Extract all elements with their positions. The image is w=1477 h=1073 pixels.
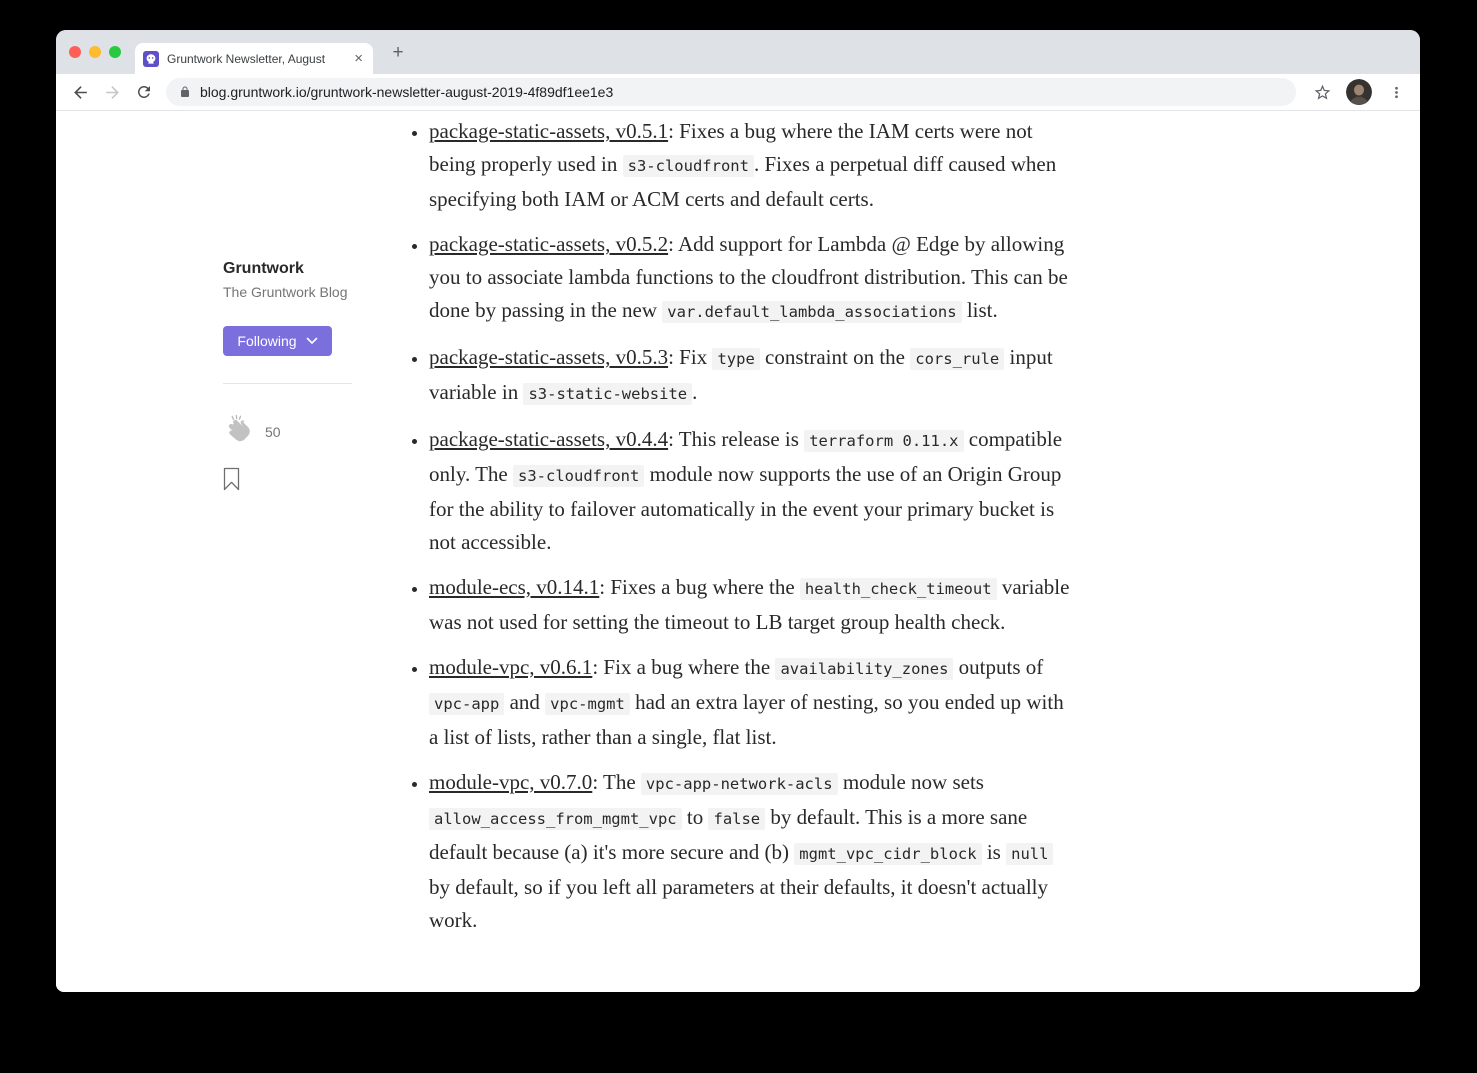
inline-code: var.default_lambda_associations	[662, 301, 961, 323]
reload-icon	[135, 83, 153, 101]
inline-code: vpc-mgmt	[545, 693, 630, 715]
release-link[interactable]: package-static-assets, v0.5.2	[429, 232, 669, 256]
page-content	[56, 111, 1420, 992]
star-icon	[1313, 83, 1332, 102]
release-link[interactable]: module-vpc, v0.7.0	[429, 770, 593, 794]
active-tab[interactable]	[135, 43, 373, 74]
release-note-item	[429, 341, 1078, 411]
site-favicon-icon	[143, 51, 159, 67]
release-note-item	[429, 228, 1078, 329]
text-run: variable was not used for setting the timeout to LB target group health check.	[429, 575, 1070, 634]
text-run: : Add support for Lambda @ Edge by allowing you to associate lambda functions to the cloudfront distribution. This can be done by passing in the new	[429, 232, 1068, 322]
window-zoom-button[interactable]	[109, 46, 121, 58]
tab-close-icon[interactable]: ×	[354, 50, 363, 67]
release-link[interactable]: package-static-assets, v0.4.4	[429, 427, 669, 451]
text-run: compatible only. The	[429, 427, 1063, 486]
window-minimize-button[interactable]	[89, 46, 101, 58]
inline-code: type	[712, 348, 759, 370]
release-note-item	[429, 651, 1078, 754]
publication-subtitle: The Gruntwork Blog	[223, 284, 348, 300]
inline-code: vpc-app-network-acls	[641, 773, 838, 795]
inline-code: cors_rule	[910, 348, 1004, 370]
publication-name[interactable]: Gruntwork	[223, 260, 304, 277]
inline-code: s3-static-website	[523, 383, 692, 405]
release-notes-list	[412, 115, 1078, 937]
kebab-menu-icon	[1388, 84, 1405, 101]
text-run: list.	[961, 298, 998, 322]
text-run: is	[981, 840, 1007, 864]
release-note-item	[429, 766, 1078, 937]
tab-title: Gruntwork Newsletter, August	[167, 52, 352, 66]
release-note-item	[429, 423, 1078, 559]
clap-icon[interactable]	[223, 413, 255, 450]
profile-avatar[interactable]	[1346, 79, 1372, 105]
text-run: and	[504, 690, 546, 714]
text-run: . Fixes a perpetual diff caused when specifying both IAM or ACM certs and default certs.	[429, 152, 1057, 211]
release-link[interactable]: module-ecs, v0.14.1	[429, 575, 600, 599]
back-arrow-icon	[71, 83, 90, 102]
text-run: : Fix	[668, 345, 713, 369]
back-button[interactable]	[66, 78, 94, 106]
browser-window	[56, 30, 1420, 992]
text-run: : Fix a bug where the	[592, 655, 776, 679]
bookmark-page-button[interactable]	[1308, 78, 1336, 106]
inline-code: null	[1006, 843, 1053, 865]
clap-count: 50	[265, 423, 281, 440]
release-link[interactable]: package-static-assets, v0.5.3	[429, 345, 669, 369]
browser-toolbar	[56, 74, 1420, 111]
text-run: had an extra layer of nesting, so you ended up with a list of lists, rather than a single, flat list.	[429, 690, 1064, 749]
text-run: .	[692, 380, 698, 404]
inline-code: vpc-app	[429, 693, 504, 715]
text-run: : Fixes a bug where the	[599, 575, 800, 599]
window-close-button[interactable]	[69, 46, 81, 58]
text-run: constraint on the	[759, 345, 911, 369]
following-label: Following	[237, 333, 297, 349]
text-run: module now sets	[837, 770, 984, 794]
inline-code: health_check_timeout	[800, 578, 997, 600]
inline-code: mgmt_vpc_cidr_block	[794, 843, 981, 865]
lock-icon	[179, 85, 191, 99]
release-link[interactable]: module-vpc, v0.6.1	[429, 655, 593, 679]
sidebar-divider	[223, 383, 352, 384]
release-note-item	[429, 571, 1078, 639]
inline-code: allow_access_from_mgmt_vpc	[429, 808, 682, 830]
chevron-down-icon	[306, 337, 318, 345]
browser-menu-button[interactable]	[1382, 78, 1410, 106]
release-link[interactable]: package-static-assets, v0.5.1	[429, 119, 669, 143]
text-run: by default, so if you left all parameters at their defaults, it doesn't actually work.	[429, 875, 1048, 932]
url-text: blog.gruntwork.io/gruntwork-newsletter-august-2019-4f89df1ee1e3	[200, 84, 614, 100]
following-button[interactable]	[223, 326, 332, 356]
article-body	[412, 115, 1078, 949]
tab-strip	[56, 30, 1420, 74]
text-run: input variable in	[429, 345, 1053, 404]
text-run: : This release is	[668, 427, 805, 451]
publication-sidebar	[223, 259, 403, 496]
forward-arrow-icon	[103, 83, 122, 102]
text-run: by default. This is a more sane default because (a) it's more secure and (b)	[429, 805, 1028, 864]
text-run: : Fixes a bug where the IAM certs were not being properly used in	[429, 119, 1033, 176]
address-bar[interactable]	[166, 78, 1296, 106]
text-run: module now supports the use of an Origin Group for the ability to failover automatically in the event your primary bucket is not accessible.	[429, 462, 1062, 554]
inline-code: availability_zones	[775, 658, 953, 680]
release-note-item	[429, 115, 1078, 216]
text-run: outputs of	[953, 655, 1044, 679]
new-tab-button[interactable]: +	[392, 42, 404, 63]
bookmark-icon[interactable]	[223, 478, 240, 495]
inline-code: s3-cloudfront	[513, 465, 644, 487]
forward-button[interactable]	[98, 78, 126, 106]
text-run: : The	[592, 770, 641, 794]
reload-button[interactable]	[130, 78, 158, 106]
inline-code: s3-cloudfront	[623, 155, 754, 177]
text-run: to	[681, 805, 709, 829]
inline-code: false	[708, 808, 765, 830]
inline-code: terraform 0.11.x	[804, 430, 963, 452]
